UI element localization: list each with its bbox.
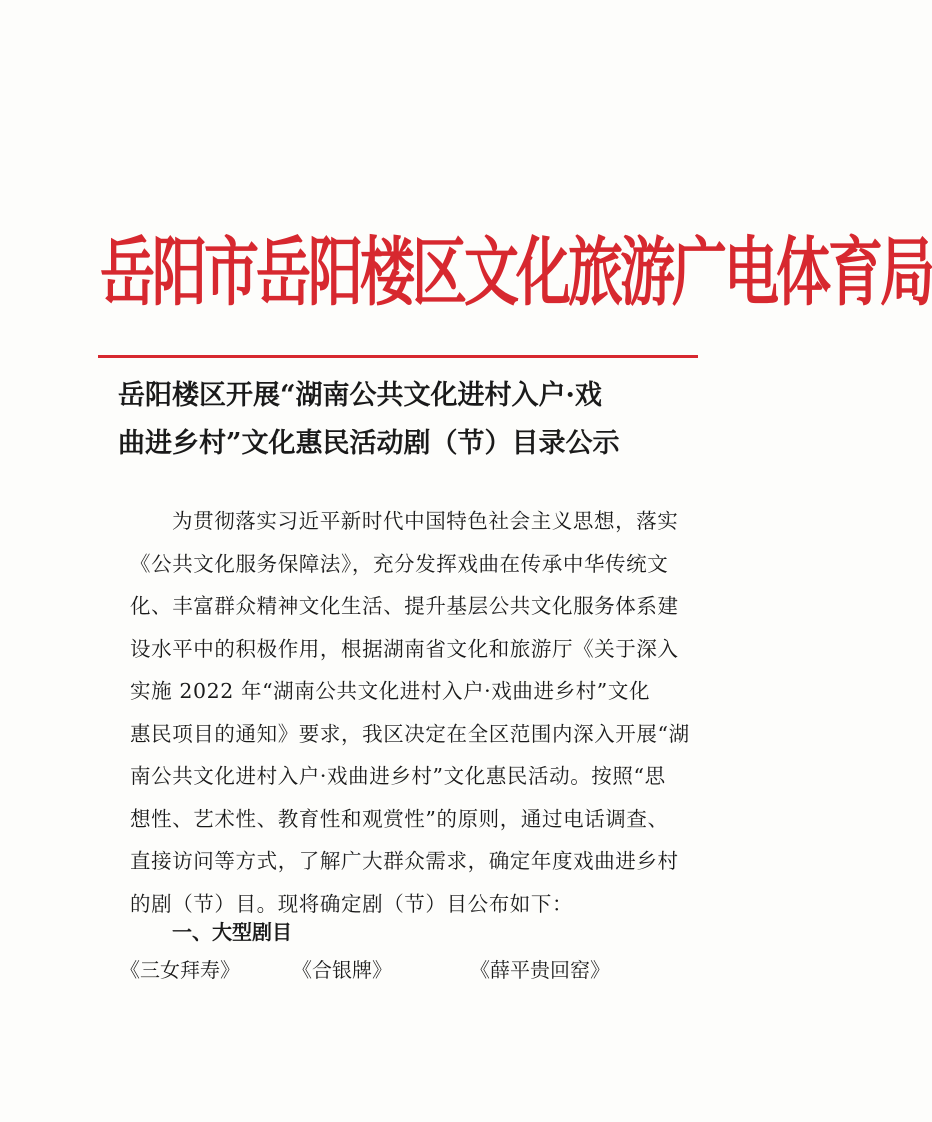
masthead-org-name: 岳阳市岳阳楼区文化旅游广电体育局 <box>100 229 932 316</box>
body-line: 设水平中的积极作用，根据湖南省文化和旅游厅《关于深入 <box>130 636 679 661</box>
body-line: 《公共文化服务保障法》，充分发挥戏曲在传承中华传统文 <box>130 551 669 576</box>
masthead-red-rule <box>98 355 698 358</box>
body-line: 想性、艺术性、教育性和观赏性”的原则，通过电话调查、 <box>130 806 669 831</box>
section-heading-large-plays: 一、大型剧目 <box>172 920 292 944</box>
document-title-line-1: 岳阳楼区开展“湖南公共文化进村入户·戏 <box>118 380 602 411</box>
body-line: 为贯彻落实习近平新时代中国特色社会主义思想，落实 <box>172 509 679 533</box>
document-title <box>118 372 698 468</box>
body-line: 惠民项目的通知》要求，我区决定在全区范围内深入开展“湖 <box>130 721 690 746</box>
document-title-line-2: 曲进乡村”文化惠民活动剧（节）目录公示 <box>118 428 620 459</box>
body-line: 实施 2022 年“湖南公共文化进村入户·戏曲进乡村”文化 <box>130 679 651 703</box>
body-line: 南公共文化进村入户·戏曲进乡村”文化惠民活动。按照“思 <box>130 764 666 788</box>
play-title: 《薛平贵回窑》 <box>470 958 610 982</box>
body-line: 化、丰富群众精神文化生活、提升基层公共文化服务体系建 <box>130 594 679 618</box>
play-title: 《三女拜寿》 <box>120 958 240 982</box>
body-paragraph <box>130 500 695 925</box>
play-list <box>120 953 700 987</box>
play-title: 《合银牌》 <box>292 958 392 982</box>
body-line: 的剧（节）目。现将确定剧（节）目公布如下： <box>130 891 574 916</box>
body-line: 直接访问等方式，了解广大群众需求，确定年度戏曲进乡村 <box>130 849 679 873</box>
